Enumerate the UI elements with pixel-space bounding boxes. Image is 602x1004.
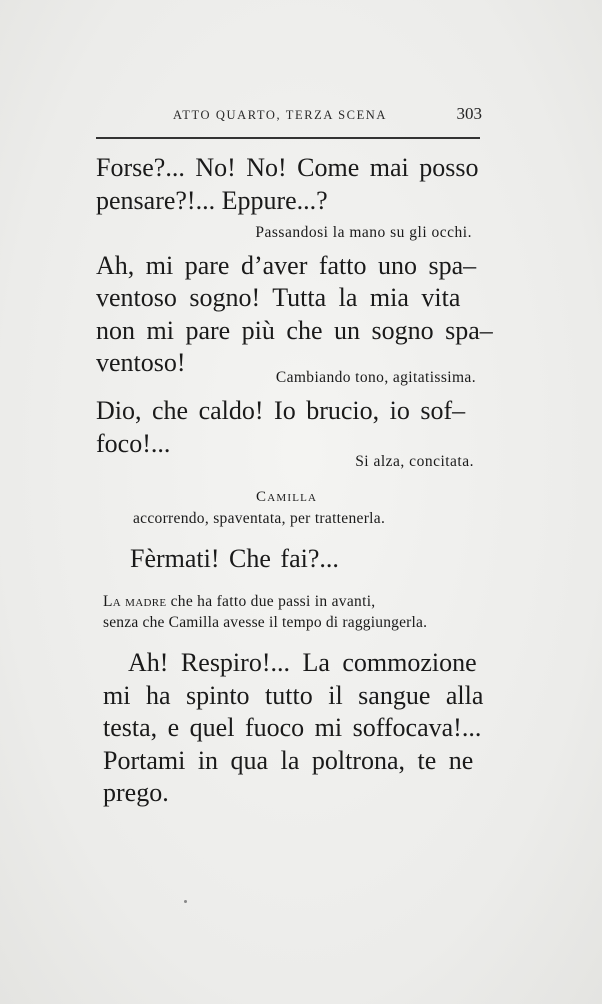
speaker-name: Camilla [256,489,318,505]
text-line: testa, e quel fuoco mi soffocava!... [103,713,482,742]
stage-direction: Si alza, concitata. [355,453,474,470]
text-line: Fèrmati! Che fai?... [130,544,339,573]
paper-speck [184,900,187,903]
speaker-name: La madre [103,593,167,610]
running-head: ATTO QUARTO, TERZA SCENA [173,108,388,122]
text-line: pensare?!... Eppure...? [96,186,328,215]
text-line: Forse?... No! No! Come mai posso [96,153,479,182]
text-line: foco!... [96,429,171,458]
stage-direction: Passandosi la mano su gli occhi. [255,224,472,241]
text-line: ventoso sogno! Tutta la mia vita [96,283,461,312]
stage-direction: senza che Camilla avesse il tempo di raggiungerla. [103,614,428,631]
text-line: prego. [103,778,169,807]
text-line: Dio, che caldo! Io brucio, io sof– [96,396,466,425]
page-header [96,104,484,126]
stage-direction [103,593,375,611]
page-number: 303 [456,104,482,123]
direction-text: che ha fatto due passi in avanti, [166,593,376,610]
stage-direction: accorrendo, spaventata, per trattenerla. [133,510,386,527]
text-line: Ah, mi pare d’aver fatto uno spa– [96,251,477,280]
stage-direction: Cambiando tono, agitatissima. [275,369,476,386]
text-line: Portami in qua la poltrona, te ne [103,746,474,775]
text-line: ventoso! [96,348,186,377]
text-line: mi ha spinto tutto il sangue alla [103,681,484,710]
text-line: Ah! Respiro!... La commozione [128,648,477,677]
text-line: non mi pare più che un sogno spa– [96,316,493,345]
header-rule [96,137,480,139]
